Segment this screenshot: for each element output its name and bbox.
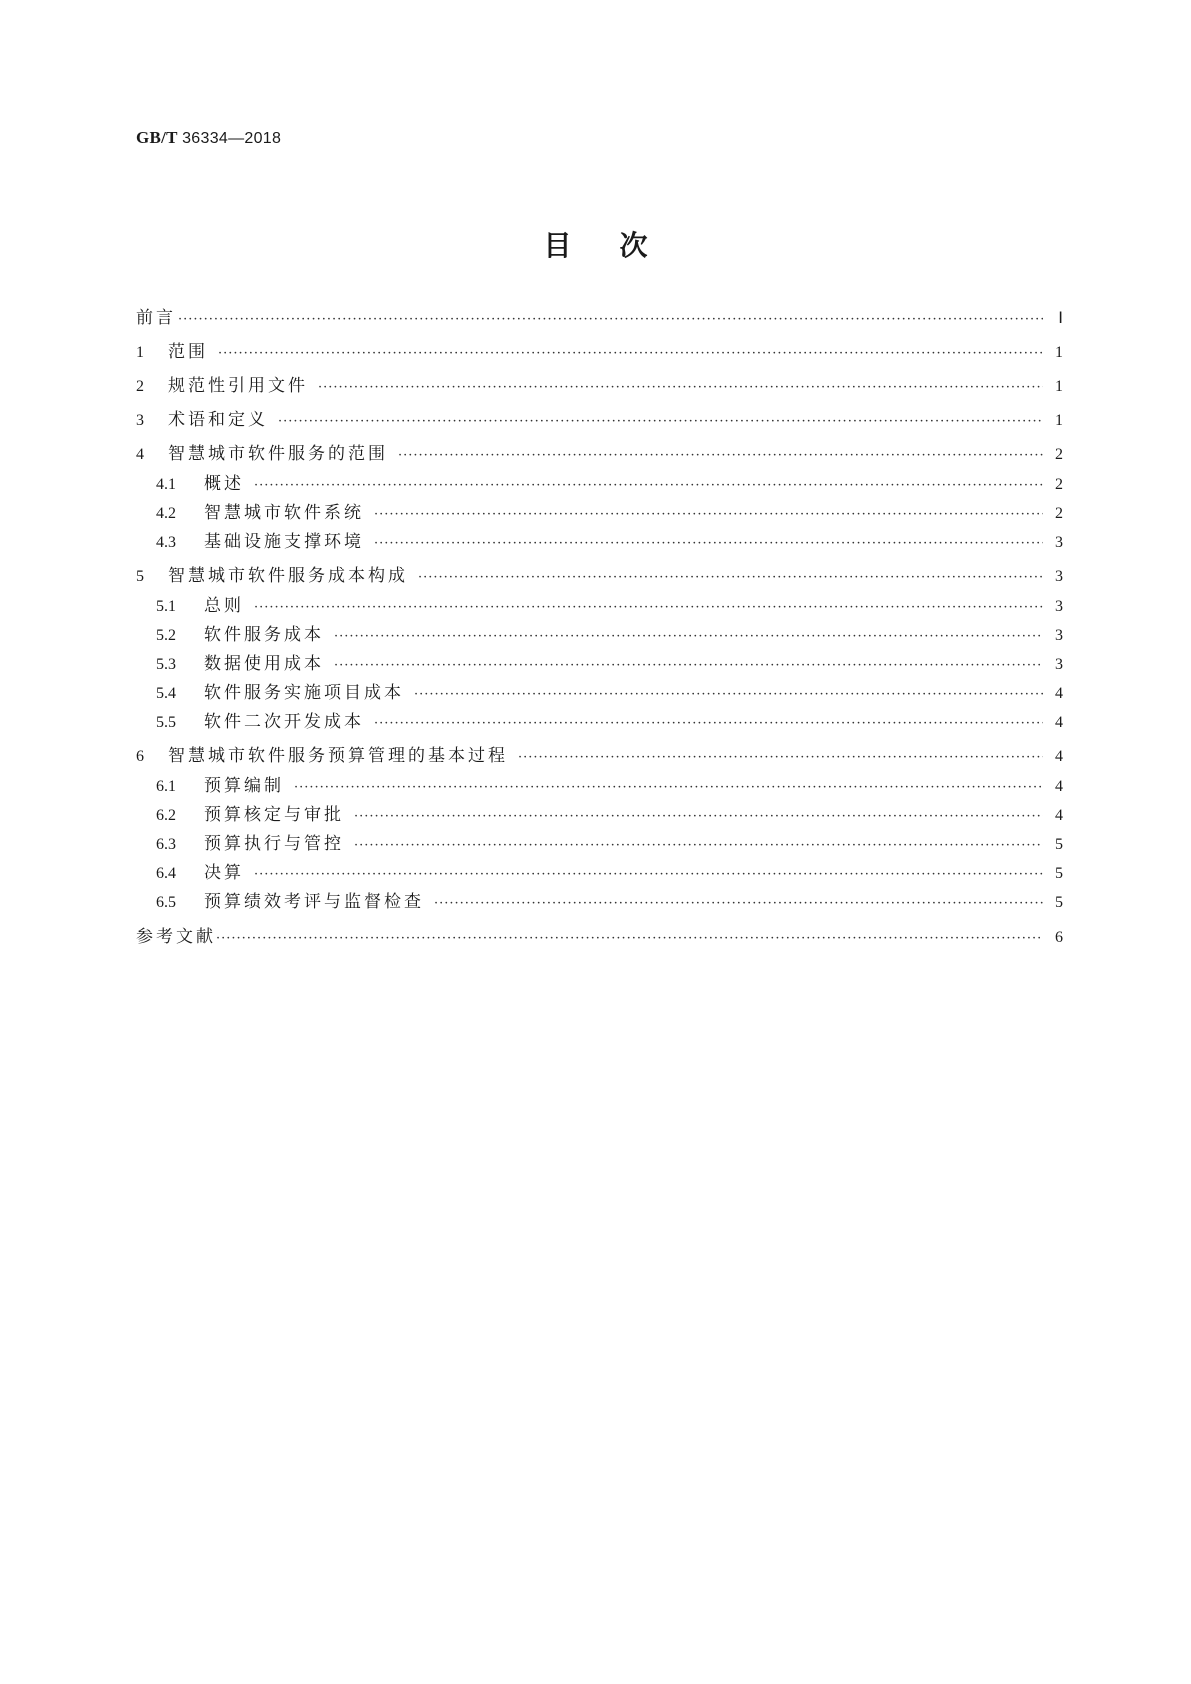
toc-entry-label: 预算绩效考评与监督检查 (204, 892, 424, 912)
toc-entry-1[interactable] (136, 341, 1063, 365)
toc-entry-4-2[interactable] (136, 502, 1063, 526)
toc-entry-5-3[interactable] (136, 653, 1063, 677)
toc-entry-number: 6.1 (156, 778, 176, 795)
toc-entry-page: 5 (1055, 836, 1063, 853)
toc-entry-number: 4.2 (156, 505, 176, 522)
toc-entry-label: 智慧城市软件服务成本构成 (168, 566, 408, 586)
dot-leader (374, 713, 1043, 735)
toc-entry-5-1[interactable] (136, 595, 1063, 619)
toc-entry-page: 2 (1055, 505, 1063, 522)
dot-leader (216, 928, 1043, 950)
toc-entry-page: 2 (1055, 476, 1063, 493)
dot-leader (254, 475, 1043, 497)
toc-entry-number: 6.2 (156, 807, 176, 824)
toc-entry-number: 6.4 (156, 865, 176, 882)
dot-leader (254, 864, 1043, 886)
dot-leader (418, 567, 1043, 589)
toc-entry-page: 4 (1055, 748, 1063, 765)
toc-entry-page: 3 (1055, 534, 1063, 551)
toc-entry-6[interactable] (136, 745, 1063, 769)
toc-entry-label: 智慧城市软件服务的范围 (168, 444, 388, 464)
toc-entry-label: 规范性引用文件 (168, 376, 308, 396)
toc-entry-number: 2 (136, 378, 144, 395)
toc-entry-number: 3 (136, 412, 144, 429)
toc-entry-6-1[interactable] (136, 775, 1063, 799)
toc-entry-label: 基础设施支撑环境 (204, 532, 364, 552)
toc-entry-label: 智慧城市软件系统 (204, 503, 364, 523)
dot-leader (354, 806, 1043, 828)
toc-entry-page: 4 (1055, 778, 1063, 795)
toc-entry-page: 5 (1055, 894, 1063, 911)
toc-entry-page: 4 (1055, 714, 1063, 731)
toc-entry-2[interactable] (136, 375, 1063, 399)
toc-entry-number: 5.2 (156, 627, 176, 644)
toc-entry-6-5[interactable] (136, 891, 1063, 915)
toc-entry-6-4[interactable] (136, 862, 1063, 886)
dot-leader (278, 411, 1043, 433)
toc-entry-number: 4.3 (156, 534, 176, 551)
toc-entry-number: 5.1 (156, 598, 176, 615)
dot-leader (434, 893, 1043, 915)
dot-leader (334, 626, 1043, 648)
toc-entry-number: 5 (136, 568, 144, 585)
toc-entry-number: 6.3 (156, 836, 176, 853)
toc-entry-label: 软件服务实施项目成本 (204, 683, 404, 703)
toc-entry-label: 数据使用成本 (204, 654, 324, 674)
toc-entry-label: 决算 (204, 863, 244, 883)
dot-leader (218, 343, 1043, 365)
toc-entry-foreword[interactable] (136, 307, 1063, 331)
toc-entry-label: 参考文献 (136, 927, 216, 947)
toc-entry-number: 5.5 (156, 714, 176, 731)
dot-leader (294, 777, 1043, 799)
toc-entry-label: 预算编制 (204, 776, 284, 796)
toc-entry-label: 前言 (136, 308, 176, 328)
toc-entry-page: 1 (1055, 378, 1063, 395)
toc-entry-page: 1 (1055, 344, 1063, 361)
toc-entry-page: 4 (1055, 685, 1063, 702)
dot-leader (518, 747, 1043, 769)
toc-entry-5-2[interactable] (136, 624, 1063, 648)
dot-leader (374, 504, 1043, 526)
toc-entry-label: 软件服务成本 (204, 625, 324, 645)
toc-entry-label: 范围 (168, 342, 208, 362)
toc-entry-page: 6 (1055, 929, 1063, 946)
toc-entry-number: 6 (136, 748, 144, 765)
toc-entry-5-4[interactable] (136, 682, 1063, 706)
toc-entry-page: 5 (1055, 865, 1063, 882)
toc-entry-4-1[interactable] (136, 473, 1063, 497)
dot-leader (374, 533, 1043, 555)
toc-entry-page: 3 (1055, 627, 1063, 644)
toc-entry-label: 智慧城市软件服务预算管理的基本过程 (168, 746, 508, 766)
toc-entry-page: 4 (1055, 807, 1063, 824)
toc-entry-page: Ⅰ (1058, 310, 1063, 327)
dot-leader (318, 377, 1043, 399)
toc-entry-4-3[interactable] (136, 531, 1063, 555)
toc-entry-page: 3 (1055, 568, 1063, 585)
toc-entry-6-2[interactable] (136, 804, 1063, 828)
toc-entry-label: 预算执行与管控 (204, 834, 344, 854)
dot-leader (254, 597, 1043, 619)
toc-entry-number: 4 (136, 446, 144, 463)
toc-entry-label: 软件二次开发成本 (204, 712, 364, 732)
standard-number: 36334—2018 (182, 130, 282, 147)
toc-entry-label: 预算核定与审批 (204, 805, 344, 825)
toc-entry-page: 3 (1055, 656, 1063, 673)
dot-leader (414, 684, 1043, 706)
toc-entry-4[interactable] (136, 443, 1063, 467)
toc-entry-5-5[interactable] (136, 711, 1063, 735)
toc-entry-number: 5.3 (156, 656, 176, 673)
toc-entry-3[interactable] (136, 409, 1063, 433)
toc-entry-number: 5.4 (156, 685, 176, 702)
standard-prefix: GB/T (136, 128, 178, 147)
page-title: 目次 (543, 229, 696, 262)
standard-code (136, 128, 281, 148)
toc-entry-page: 2 (1055, 446, 1063, 463)
toc-entry-number: 1 (136, 344, 144, 361)
toc-entry-page: 1 (1055, 412, 1063, 429)
dot-leader (398, 445, 1043, 467)
toc-entry-number: 4.1 (156, 476, 176, 493)
toc-entry-bibliography[interactable] (136, 926, 1063, 950)
toc-entry-number: 6.5 (156, 894, 176, 911)
toc-entry-page: 3 (1055, 598, 1063, 615)
toc-entry-label: 概述 (204, 474, 244, 494)
toc-entry-label: 总则 (204, 596, 244, 616)
toc-entry-6-3[interactable] (136, 833, 1063, 857)
dot-leader (178, 309, 1043, 331)
dot-leader (354, 835, 1043, 857)
dot-leader (334, 655, 1043, 677)
toc-entry-5[interactable] (136, 565, 1063, 589)
toc-entry-label: 术语和定义 (168, 410, 268, 430)
